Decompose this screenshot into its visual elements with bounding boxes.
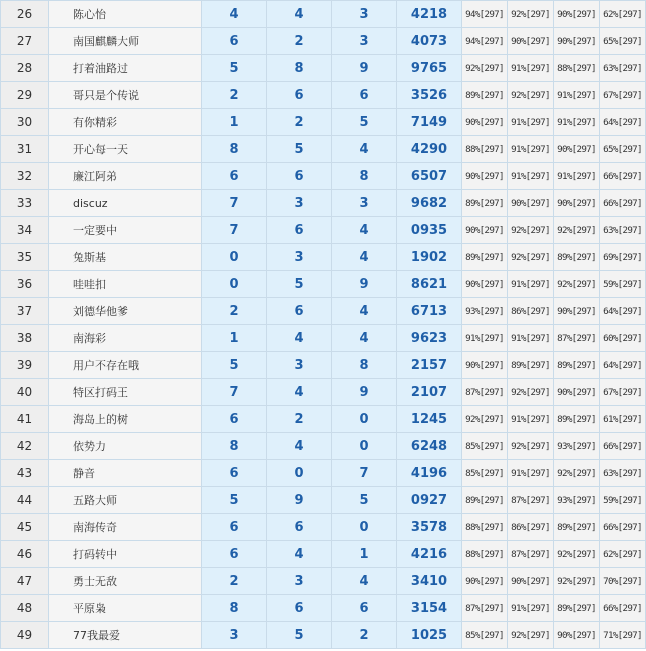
accuracy-2-cell: 92%[297] <box>508 622 554 649</box>
table-row <box>1 487 646 514</box>
accuracy-4-cell: 60%[297] <box>600 325 646 352</box>
table-row <box>1 109 646 136</box>
accuracy-4-cell: 70%[297] <box>600 568 646 595</box>
accuracy-1-cell: 93%[297] <box>462 298 508 325</box>
digit-2-cell: 3 <box>267 244 332 271</box>
accuracy-1-cell: 90%[297] <box>462 109 508 136</box>
digit-1-cell: 7 <box>202 217 267 244</box>
digit-2-cell: 6 <box>267 82 332 109</box>
digit-3-cell: 4 <box>332 136 397 163</box>
rank-cell: 30 <box>1 109 49 136</box>
accuracy-4-cell: 66%[297] <box>600 514 646 541</box>
number-code-cell: 3578 <box>397 514 462 541</box>
player-name-cell: 依势力 <box>49 433 202 460</box>
table-row <box>1 541 646 568</box>
accuracy-4-cell: 66%[297] <box>600 595 646 622</box>
digit-2-cell: 6 <box>267 163 332 190</box>
accuracy-3-cell: 90%[297] <box>554 190 600 217</box>
rank-cell: 39 <box>1 352 49 379</box>
player-name-cell: 有你精彩 <box>49 109 202 136</box>
number-code-cell: 7149 <box>397 109 462 136</box>
digit-2-cell: 6 <box>267 595 332 622</box>
digit-3-cell: 9 <box>332 271 397 298</box>
accuracy-2-cell: 87%[297] <box>508 541 554 568</box>
digit-3-cell: 0 <box>332 514 397 541</box>
accuracy-1-cell: 87%[297] <box>462 379 508 406</box>
digit-1-cell: 0 <box>202 244 267 271</box>
accuracy-1-cell: 88%[297] <box>462 514 508 541</box>
player-name-cell: 平原枭 <box>49 595 202 622</box>
digit-1-cell: 6 <box>202 460 267 487</box>
player-name-cell: 哇哇扣 <box>49 271 202 298</box>
number-code-cell: 1025 <box>397 622 462 649</box>
digit-2-cell: 4 <box>267 379 332 406</box>
accuracy-3-cell: 90%[297] <box>554 298 600 325</box>
table-row <box>1 595 646 622</box>
accuracy-4-cell: 67%[297] <box>600 379 646 406</box>
accuracy-2-cell: 90%[297] <box>508 568 554 595</box>
digit-2-cell: 4 <box>267 325 332 352</box>
accuracy-3-cell: 92%[297] <box>554 217 600 244</box>
accuracy-2-cell: 92%[297] <box>508 217 554 244</box>
accuracy-4-cell: 62%[297] <box>600 1 646 28</box>
accuracy-2-cell: 92%[297] <box>508 244 554 271</box>
accuracy-1-cell: 89%[297] <box>462 244 508 271</box>
accuracy-2-cell: 90%[297] <box>508 28 554 55</box>
player-name-cell: discuz <box>49 190 202 217</box>
digit-1-cell: 6 <box>202 163 267 190</box>
accuracy-3-cell: 89%[297] <box>554 244 600 271</box>
number-code-cell: 9623 <box>397 325 462 352</box>
digit-3-cell: 4 <box>332 244 397 271</box>
digit-3-cell: 8 <box>332 352 397 379</box>
player-name-cell: 陈心怡 <box>49 1 202 28</box>
rank-cell: 35 <box>1 244 49 271</box>
number-code-cell: 6248 <box>397 433 462 460</box>
digit-1-cell: 7 <box>202 190 267 217</box>
player-name-cell: 廉江阿弟 <box>49 163 202 190</box>
accuracy-3-cell: 90%[297] <box>554 379 600 406</box>
digit-2-cell: 5 <box>267 271 332 298</box>
accuracy-2-cell: 89%[297] <box>508 352 554 379</box>
digit-1-cell: 6 <box>202 541 267 568</box>
accuracy-3-cell: 90%[297] <box>554 28 600 55</box>
table-row <box>1 298 646 325</box>
digit-3-cell: 9 <box>332 379 397 406</box>
accuracy-3-cell: 89%[297] <box>554 406 600 433</box>
accuracy-2-cell: 91%[297] <box>508 136 554 163</box>
digit-2-cell: 0 <box>267 460 332 487</box>
number-code-cell: 9765 <box>397 55 462 82</box>
accuracy-4-cell: 62%[297] <box>600 541 646 568</box>
accuracy-1-cell: 89%[297] <box>462 82 508 109</box>
accuracy-4-cell: 63%[297] <box>600 217 646 244</box>
accuracy-4-cell: 59%[297] <box>600 271 646 298</box>
rank-cell: 27 <box>1 28 49 55</box>
number-code-cell: 2107 <box>397 379 462 406</box>
number-code-cell: 1902 <box>397 244 462 271</box>
accuracy-3-cell: 87%[297] <box>554 325 600 352</box>
accuracy-2-cell: 91%[297] <box>508 595 554 622</box>
rank-cell: 46 <box>1 541 49 568</box>
accuracy-4-cell: 61%[297] <box>600 406 646 433</box>
player-name-cell: 哥只是个传说 <box>49 82 202 109</box>
digit-2-cell: 4 <box>267 541 332 568</box>
number-code-cell: 6713 <box>397 298 462 325</box>
digit-2-cell: 3 <box>267 190 332 217</box>
rank-cell: 42 <box>1 433 49 460</box>
digit-1-cell: 0 <box>202 271 267 298</box>
digit-1-cell: 4 <box>202 1 267 28</box>
rank-cell: 32 <box>1 163 49 190</box>
accuracy-2-cell: 87%[297] <box>508 487 554 514</box>
player-name-cell: 刘德华他爹 <box>49 298 202 325</box>
digit-1-cell: 5 <box>202 352 267 379</box>
accuracy-1-cell: 89%[297] <box>462 190 508 217</box>
table-row <box>1 622 646 649</box>
player-name-cell: 南海传奇 <box>49 514 202 541</box>
rank-cell: 49 <box>1 622 49 649</box>
accuracy-1-cell: 91%[297] <box>462 325 508 352</box>
accuracy-1-cell: 85%[297] <box>462 460 508 487</box>
table-row <box>1 163 646 190</box>
digit-2-cell: 6 <box>267 298 332 325</box>
rank-cell: 40 <box>1 379 49 406</box>
table-row <box>1 325 646 352</box>
rank-cell: 38 <box>1 325 49 352</box>
accuracy-3-cell: 91%[297] <box>554 163 600 190</box>
player-name-cell: 五路大师 <box>49 487 202 514</box>
digit-3-cell: 0 <box>332 406 397 433</box>
digit-3-cell: 4 <box>332 217 397 244</box>
number-code-cell: 3154 <box>397 595 462 622</box>
player-name-cell: 77我最爱 <box>49 622 202 649</box>
rank-cell: 48 <box>1 595 49 622</box>
player-name-cell: 打码转中 <box>49 541 202 568</box>
rank-cell: 45 <box>1 514 49 541</box>
number-code-cell: 2157 <box>397 352 462 379</box>
player-name-cell: 兔斯基 <box>49 244 202 271</box>
digit-3-cell: 4 <box>332 298 397 325</box>
accuracy-2-cell: 86%[297] <box>508 514 554 541</box>
accuracy-4-cell: 64%[297] <box>600 109 646 136</box>
digit-1-cell: 6 <box>202 28 267 55</box>
number-code-cell: 8621 <box>397 271 462 298</box>
table-body <box>1 1 646 649</box>
accuracy-3-cell: 91%[297] <box>554 82 600 109</box>
rank-cell: 34 <box>1 217 49 244</box>
table-row <box>1 271 646 298</box>
digit-2-cell: 5 <box>267 622 332 649</box>
digit-3-cell: 2 <box>332 622 397 649</box>
accuracy-1-cell: 88%[297] <box>462 136 508 163</box>
rank-cell: 37 <box>1 298 49 325</box>
accuracy-3-cell: 92%[297] <box>554 460 600 487</box>
accuracy-2-cell: 92%[297] <box>508 82 554 109</box>
player-name-cell: 海岛上的树 <box>49 406 202 433</box>
accuracy-4-cell: 64%[297] <box>600 352 646 379</box>
rank-cell: 44 <box>1 487 49 514</box>
digit-1-cell: 2 <box>202 82 267 109</box>
rank-cell: 43 <box>1 460 49 487</box>
accuracy-3-cell: 92%[297] <box>554 271 600 298</box>
player-name-cell: 勇士无敌 <box>49 568 202 595</box>
number-code-cell: 4216 <box>397 541 462 568</box>
accuracy-4-cell: 66%[297] <box>600 190 646 217</box>
rank-cell: 31 <box>1 136 49 163</box>
table-row <box>1 568 646 595</box>
accuracy-1-cell: 90%[297] <box>462 568 508 595</box>
number-code-cell: 4196 <box>397 460 462 487</box>
number-code-cell: 4218 <box>397 1 462 28</box>
digit-1-cell: 8 <box>202 433 267 460</box>
digit-2-cell: 6 <box>267 217 332 244</box>
accuracy-4-cell: 67%[297] <box>600 82 646 109</box>
digit-3-cell: 0 <box>332 433 397 460</box>
table-row <box>1 28 646 55</box>
accuracy-2-cell: 91%[297] <box>508 325 554 352</box>
accuracy-1-cell: 92%[297] <box>462 55 508 82</box>
accuracy-3-cell: 89%[297] <box>554 514 600 541</box>
accuracy-1-cell: 90%[297] <box>462 163 508 190</box>
accuracy-4-cell: 66%[297] <box>600 163 646 190</box>
number-code-cell: 0927 <box>397 487 462 514</box>
digit-3-cell: 9 <box>332 55 397 82</box>
accuracy-2-cell: 91%[297] <box>508 271 554 298</box>
digit-1-cell: 1 <box>202 109 267 136</box>
accuracy-2-cell: 92%[297] <box>508 1 554 28</box>
digit-2-cell: 2 <box>267 406 332 433</box>
digit-3-cell: 3 <box>332 28 397 55</box>
accuracy-4-cell: 65%[297] <box>600 136 646 163</box>
digit-1-cell: 2 <box>202 298 267 325</box>
digit-1-cell: 8 <box>202 136 267 163</box>
digit-2-cell: 3 <box>267 352 332 379</box>
number-code-cell: 6507 <box>397 163 462 190</box>
table-row <box>1 217 646 244</box>
digit-1-cell: 1 <box>202 325 267 352</box>
number-code-cell: 4073 <box>397 28 462 55</box>
digit-3-cell: 3 <box>332 190 397 217</box>
digit-3-cell: 1 <box>332 541 397 568</box>
accuracy-3-cell: 93%[297] <box>554 487 600 514</box>
number-code-cell: 3526 <box>397 82 462 109</box>
accuracy-3-cell: 88%[297] <box>554 55 600 82</box>
player-name-cell: 南海彩 <box>49 325 202 352</box>
accuracy-3-cell: 92%[297] <box>554 568 600 595</box>
number-code-cell: 1245 <box>397 406 462 433</box>
player-name-cell: 开心每一天 <box>49 136 202 163</box>
player-name-cell: 静音 <box>49 460 202 487</box>
table-row <box>1 82 646 109</box>
accuracy-1-cell: 85%[297] <box>462 433 508 460</box>
accuracy-4-cell: 71%[297] <box>600 622 646 649</box>
accuracy-1-cell: 88%[297] <box>462 541 508 568</box>
accuracy-4-cell: 65%[297] <box>600 28 646 55</box>
accuracy-1-cell: 94%[297] <box>462 28 508 55</box>
digit-3-cell: 8 <box>332 163 397 190</box>
accuracy-2-cell: 92%[297] <box>508 379 554 406</box>
rank-cell: 29 <box>1 82 49 109</box>
number-code-cell: 9682 <box>397 190 462 217</box>
accuracy-2-cell: 91%[297] <box>508 406 554 433</box>
table-row <box>1 433 646 460</box>
accuracy-1-cell: 92%[297] <box>462 406 508 433</box>
digit-3-cell: 5 <box>332 109 397 136</box>
table-row <box>1 1 646 28</box>
accuracy-4-cell: 64%[297] <box>600 298 646 325</box>
table-row <box>1 136 646 163</box>
accuracy-1-cell: 90%[297] <box>462 217 508 244</box>
digit-1-cell: 7 <box>202 379 267 406</box>
player-name-cell: 一定要中 <box>49 217 202 244</box>
accuracy-2-cell: 86%[297] <box>508 298 554 325</box>
accuracy-4-cell: 66%[297] <box>600 433 646 460</box>
table-row <box>1 190 646 217</box>
accuracy-4-cell: 63%[297] <box>600 460 646 487</box>
digit-2-cell: 3 <box>267 568 332 595</box>
digit-2-cell: 4 <box>267 433 332 460</box>
digit-3-cell: 6 <box>332 595 397 622</box>
accuracy-3-cell: 91%[297] <box>554 109 600 136</box>
table-row <box>1 352 646 379</box>
digit-3-cell: 6 <box>332 82 397 109</box>
digit-1-cell: 3 <box>202 622 267 649</box>
player-name-cell: 用户不存在哦 <box>49 352 202 379</box>
accuracy-3-cell: 90%[297] <box>554 136 600 163</box>
rank-cell: 26 <box>1 1 49 28</box>
number-code-cell: 3410 <box>397 568 462 595</box>
accuracy-3-cell: 93%[297] <box>554 433 600 460</box>
accuracy-4-cell: 63%[297] <box>600 55 646 82</box>
digit-1-cell: 6 <box>202 406 267 433</box>
digit-3-cell: 7 <box>332 460 397 487</box>
accuracy-1-cell: 87%[297] <box>462 595 508 622</box>
digit-2-cell: 2 <box>267 109 332 136</box>
rank-cell: 33 <box>1 190 49 217</box>
digit-1-cell: 2 <box>202 568 267 595</box>
digit-2-cell: 4 <box>267 1 332 28</box>
accuracy-2-cell: 92%[297] <box>508 433 554 460</box>
accuracy-1-cell: 85%[297] <box>462 622 508 649</box>
table-row <box>1 514 646 541</box>
table-row <box>1 55 646 82</box>
accuracy-2-cell: 91%[297] <box>508 109 554 136</box>
accuracy-1-cell: 89%[297] <box>462 487 508 514</box>
digit-3-cell: 3 <box>332 1 397 28</box>
accuracy-1-cell: 90%[297] <box>462 352 508 379</box>
accuracy-3-cell: 90%[297] <box>554 622 600 649</box>
accuracy-3-cell: 89%[297] <box>554 352 600 379</box>
digit-1-cell: 5 <box>202 487 267 514</box>
accuracy-1-cell: 94%[297] <box>462 1 508 28</box>
accuracy-3-cell: 92%[297] <box>554 541 600 568</box>
digit-3-cell: 4 <box>332 325 397 352</box>
table-row <box>1 406 646 433</box>
accuracy-1-cell: 90%[297] <box>462 271 508 298</box>
table-row <box>1 460 646 487</box>
digit-2-cell: 2 <box>267 28 332 55</box>
digit-2-cell: 9 <box>267 487 332 514</box>
accuracy-2-cell: 91%[297] <box>508 163 554 190</box>
rank-cell: 41 <box>1 406 49 433</box>
digit-3-cell: 4 <box>332 568 397 595</box>
player-name-cell: 特区打码王 <box>49 379 202 406</box>
table-row <box>1 244 646 271</box>
rank-cell: 28 <box>1 55 49 82</box>
accuracy-2-cell: 91%[297] <box>508 55 554 82</box>
number-code-cell: 4290 <box>397 136 462 163</box>
player-name-cell: 南国麒麟大师 <box>49 28 202 55</box>
digit-1-cell: 6 <box>202 514 267 541</box>
accuracy-2-cell: 90%[297] <box>508 190 554 217</box>
digit-1-cell: 5 <box>202 55 267 82</box>
player-name-cell: 打着油路过 <box>49 55 202 82</box>
accuracy-2-cell: 91%[297] <box>508 460 554 487</box>
digit-1-cell: 8 <box>202 595 267 622</box>
accuracy-4-cell: 59%[297] <box>600 487 646 514</box>
digit-2-cell: 8 <box>267 55 332 82</box>
digit-2-cell: 5 <box>267 136 332 163</box>
accuracy-3-cell: 89%[297] <box>554 595 600 622</box>
accuracy-3-cell: 90%[297] <box>554 1 600 28</box>
number-code-cell: 0935 <box>397 217 462 244</box>
digit-2-cell: 6 <box>267 514 332 541</box>
table-row <box>1 379 646 406</box>
digit-3-cell: 5 <box>332 487 397 514</box>
rank-cell: 36 <box>1 271 49 298</box>
rank-cell: 47 <box>1 568 49 595</box>
accuracy-4-cell: 69%[297] <box>600 244 646 271</box>
